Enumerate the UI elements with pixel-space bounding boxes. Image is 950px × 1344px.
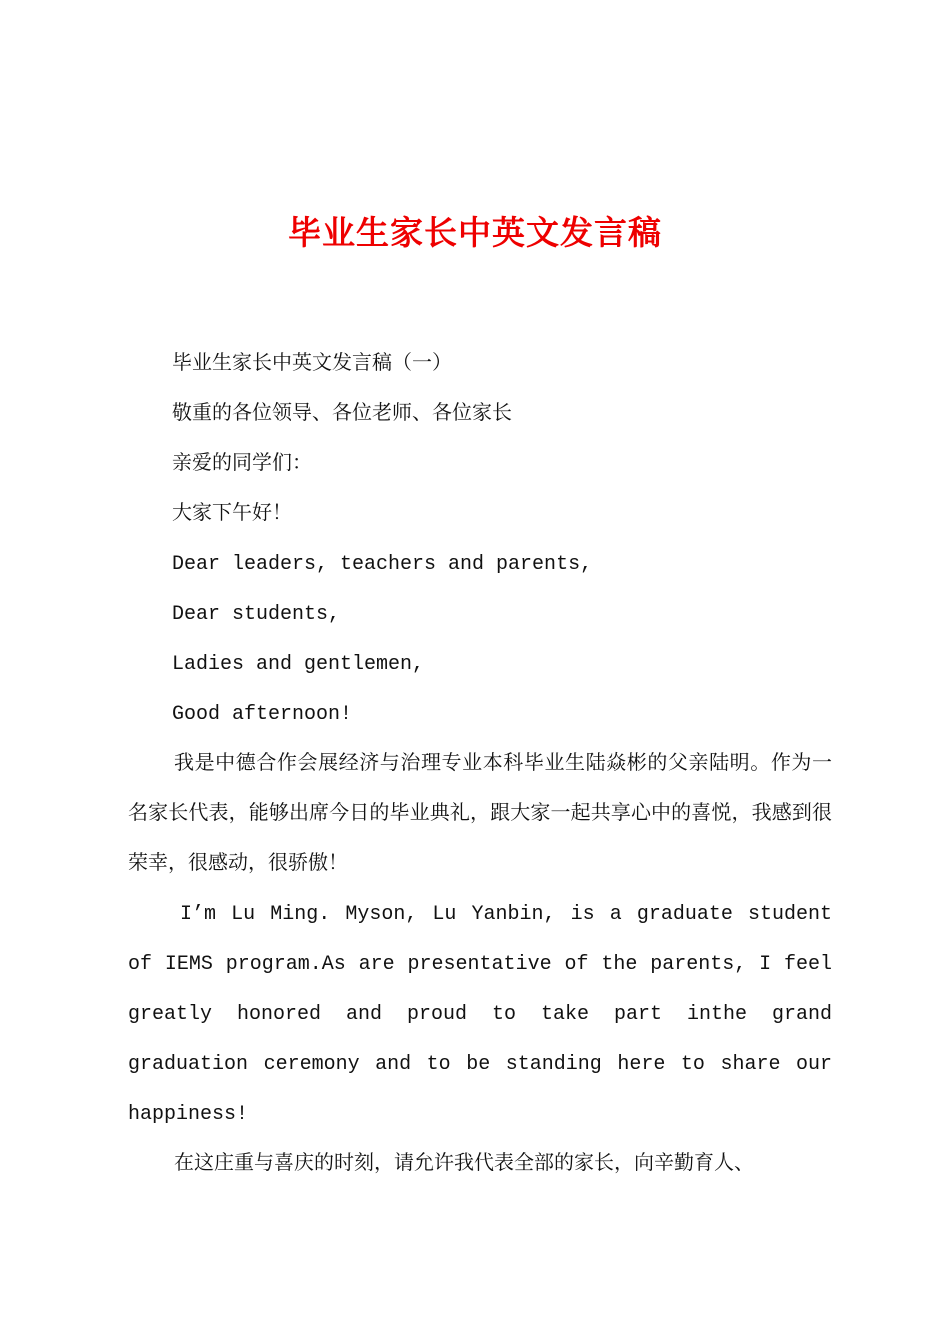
paragraph-english-intro: I’m Lu Ming. Myson, Lu Yanbin, is a graduate student of IEMS program.As are presentative of the parents, I feel greatly honored and proud to take part inthe grand graduation ceremony and to be standing here to share our happiness! [128,903,832,1126]
paragraph-chinese-intro: 我是中德合作会展经济与治理专业本科毕业生陆焱彬的父亲陆明。作为一名家长代表，能够出席今日的毕业典礼，跟大家一起共享心中的喜悦，我感到很荣幸，很感动，很骄傲！ [128,753,832,876]
greeting-line: Dear leaders, teachers and parents, [172,553,593,576]
greeting-line: 亲爱的同学们： [172,453,312,476]
greeting-line: Good afternoon! [172,703,353,726]
greeting-line: 大家下午好！ [172,503,292,526]
paragraph-chinese-thanks: 在这庄重与喜庆的时刻，请允许我代表全部的家长，向辛勤育人、 [174,1153,754,1176]
greeting-line: 敬重的各位领导、各位老师、各位家长 [172,403,512,426]
greeting-line: Ladies and gentlemen, [172,653,425,676]
document-body [128,340,832,1190]
greeting-line: Dear students, [172,603,341,626]
document-title: 毕业生家长中英文发言稿 [288,213,662,252]
subtitle-line: 毕业生家长中英文发言稿（一） [172,353,452,376]
